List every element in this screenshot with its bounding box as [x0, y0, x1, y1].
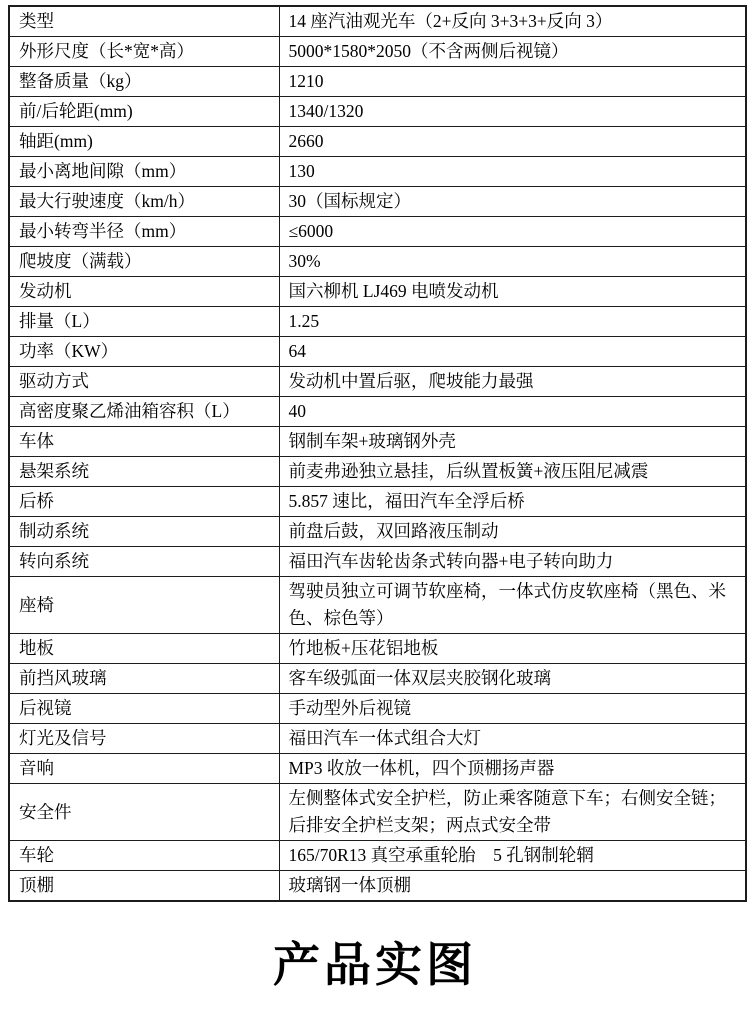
- spec-value: 客车级弧面一体双层夹胶钢化玻璃: [279, 664, 746, 694]
- table-row: [9, 157, 746, 187]
- table-row: [9, 307, 746, 337]
- section-title-product-photos: 产品实图: [273, 938, 477, 991]
- spec-label: 车体: [9, 427, 279, 457]
- spec-value: 1210: [279, 67, 746, 97]
- spec-value: 1.25: [279, 307, 746, 337]
- spec-label: 前/后轮距(mm): [9, 97, 279, 127]
- table-row: [9, 247, 746, 277]
- spec-value: 前麦弗逊独立悬挂，后纵置板簧+液压阻尼减震: [279, 457, 746, 487]
- spec-value: 130: [279, 157, 746, 187]
- spec-label: 顶棚: [9, 871, 279, 902]
- table-row: [9, 97, 746, 127]
- spec-value: 5.857 速比，福田汽车全浮后桥: [279, 487, 746, 517]
- spec-label: 高密度聚乙烯油箱容积（L）: [9, 397, 279, 427]
- spec-value: 40: [279, 397, 746, 427]
- spec-label: 座椅: [9, 577, 279, 634]
- table-row: [9, 6, 746, 37]
- table-row: [9, 724, 746, 754]
- table-row: [9, 487, 746, 517]
- spec-label: 地板: [9, 634, 279, 664]
- spec-value: 1340/1320: [279, 97, 746, 127]
- table-row: [9, 871, 746, 902]
- spec-value: 5000*1580*2050（不含两侧后视镜）: [279, 37, 746, 67]
- spec-table-body: [9, 6, 746, 901]
- spec-value: 30（国标规定）: [279, 187, 746, 217]
- spec-label: 安全件: [9, 784, 279, 841]
- spec-label: 排量（L）: [9, 307, 279, 337]
- table-row: [9, 127, 746, 157]
- table-row: [9, 337, 746, 367]
- table-row: [9, 187, 746, 217]
- table-row: [9, 397, 746, 427]
- spec-value: 手动型外后视镜: [279, 694, 746, 724]
- table-row: [9, 457, 746, 487]
- table-row: [9, 67, 746, 97]
- table-row: [9, 217, 746, 247]
- spec-label: 后桥: [9, 487, 279, 517]
- spec-label: 发动机: [9, 277, 279, 307]
- spec-value: 左侧整体式安全护栏，防止乘客随意下车；右侧安全链；后排安全护栏支架；两点式安全带: [279, 784, 746, 841]
- spec-value: ≤6000: [279, 217, 746, 247]
- spec-label: 车轮: [9, 841, 279, 871]
- spec-label: 驱动方式: [9, 367, 279, 397]
- spec-label: 轴距(mm): [9, 127, 279, 157]
- table-row: [9, 577, 746, 634]
- spec-value: 国六柳机 LJ469 电喷发动机: [279, 277, 746, 307]
- spec-value: 钢制车架+玻璃钢外壳: [279, 427, 746, 457]
- table-row: [9, 547, 746, 577]
- spec-value: 玻璃钢一体顶棚: [279, 871, 746, 902]
- table-row: [9, 664, 746, 694]
- spec-label: 类型: [9, 6, 279, 37]
- table-row: [9, 517, 746, 547]
- spec-label: 悬架系统: [9, 457, 279, 487]
- table-row: [9, 634, 746, 664]
- spec-label: 灯光及信号: [9, 724, 279, 754]
- spec-label: 转向系统: [9, 547, 279, 577]
- table-row: [9, 784, 746, 841]
- table-row: [9, 277, 746, 307]
- spec-value: 发动机中置后驱，爬坡能力最强: [279, 367, 746, 397]
- spec-value: 64: [279, 337, 746, 367]
- spec-label: 外形尺度（长*宽*高）: [9, 37, 279, 67]
- spec-value: 福田汽车齿轮齿条式转向器+电子转向助力: [279, 547, 746, 577]
- spec-value: 2660: [279, 127, 746, 157]
- table-row: [9, 754, 746, 784]
- spec-value: 竹地板+压花铝地板: [279, 634, 746, 664]
- table-row: [9, 427, 746, 457]
- table-row: [9, 37, 746, 67]
- spec-value: 福田汽车一体式组合大灯: [279, 724, 746, 754]
- spec-table: [8, 5, 747, 902]
- spec-value: 14 座汽油观光车（2+反向 3+3+3+反向 3）: [279, 6, 746, 37]
- spec-value: 30%: [279, 247, 746, 277]
- spec-label: 功率（KW）: [9, 337, 279, 367]
- spec-label: 最小离地间隙（mm）: [9, 157, 279, 187]
- spec-label: 整备质量（kg）: [9, 67, 279, 97]
- spec-label: 制动系统: [9, 517, 279, 547]
- table-row: [9, 367, 746, 397]
- spec-label: 爬坡度（满载）: [9, 247, 279, 277]
- spec-label: 后视镜: [9, 694, 279, 724]
- spec-label: 最大行驶速度（km/h）: [9, 187, 279, 217]
- spec-value: 前盘后鼓，双回路液压制动: [279, 517, 746, 547]
- table-row: [9, 841, 746, 871]
- spec-value: 165/70R13 真空承重轮胎 5 孔钢制轮辋: [279, 841, 746, 871]
- table-row: [9, 694, 746, 724]
- spec-value: MP3 收放一体机，四个顶棚扬声器: [279, 754, 746, 784]
- spec-label: 前挡风玻璃: [9, 664, 279, 694]
- spec-value: 驾驶员独立可调节软座椅，一体式仿皮软座椅（黑色、米色、棕色等）: [279, 577, 746, 634]
- spec-label: 音响: [9, 754, 279, 784]
- spec-label: 最小转弯半径（mm）: [9, 217, 279, 247]
